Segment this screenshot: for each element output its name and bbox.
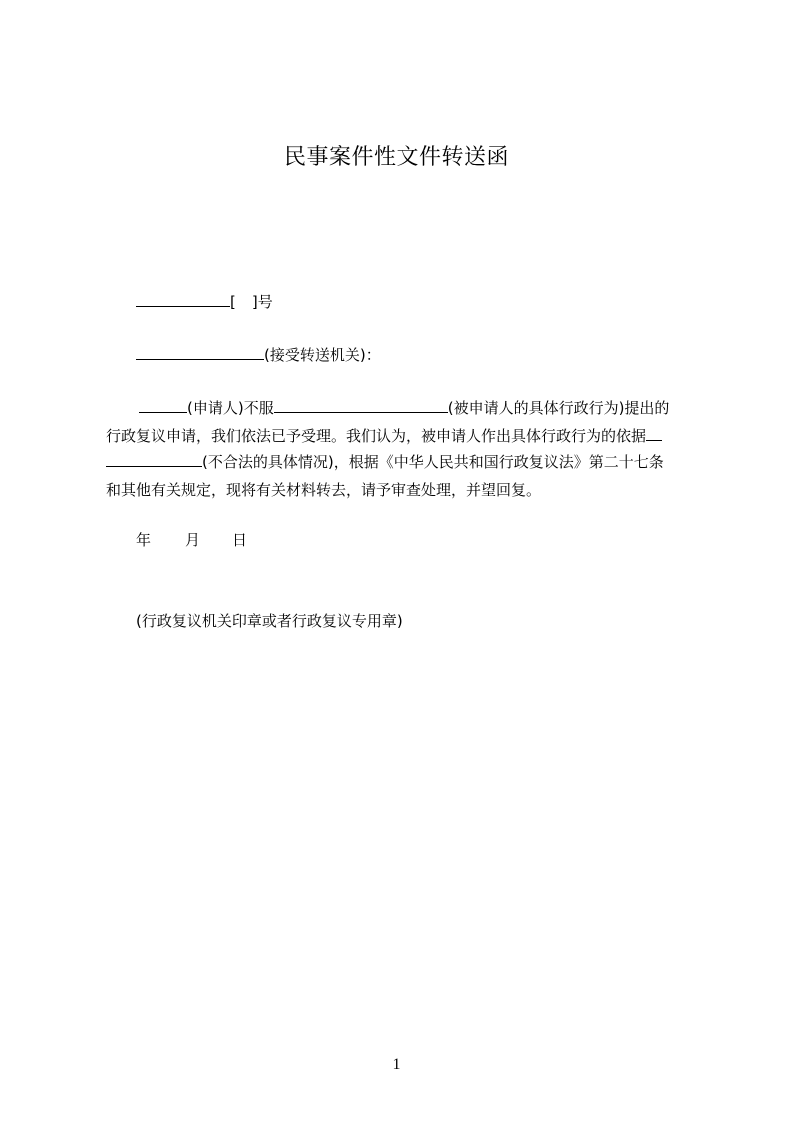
document-number-blank [136, 292, 230, 307]
recipient-blank [136, 345, 264, 360]
body-line-3-text: (不合法的具体情况)，根据《中华人民共和国行政复议法》第二十七条 [202, 453, 664, 471]
date-day: 日 [232, 531, 248, 549]
body-line-2-text: 行政复议申请，我们依法已予受理。我们认为，被申请人作出具体行政行为的依据 [106, 427, 647, 445]
recipient-label: (接受转送机关)： [264, 346, 381, 364]
bracket-open: [ [230, 293, 236, 311]
basis-blank-2 [106, 452, 202, 467]
page-number: 1 [392, 1056, 401, 1073]
body-line-4 [106, 480, 541, 500]
seal-note: (行政复议机关印章或者行政复议专用章) [136, 612, 403, 630]
applicant-blank [139, 398, 187, 413]
recipient-line [136, 345, 381, 365]
document-title: 民事案件性文件转送函 [283, 145, 509, 170]
action-blank-1 [274, 398, 320, 413]
body-line-4-text: 和其他有关规定，现将有关材料转去，请予审查处理，并望回复。 [106, 481, 542, 499]
basis-blank-1 [646, 426, 662, 441]
document-number-line [136, 292, 273, 312]
action-label: (被申请人的具体行政行为)提出的 [447, 399, 670, 417]
date-month: 月 [185, 531, 201, 549]
date-year: 年 [136, 531, 152, 549]
action-blank-2 [320, 398, 448, 413]
bracket-close-number: ]号 [251, 293, 273, 311]
body-line-2 [106, 426, 662, 446]
body-line-1 [139, 398, 669, 418]
body-line-3 [106, 452, 664, 472]
applicant-label: (申请人)不服 [187, 399, 274, 417]
date-line [136, 530, 247, 550]
